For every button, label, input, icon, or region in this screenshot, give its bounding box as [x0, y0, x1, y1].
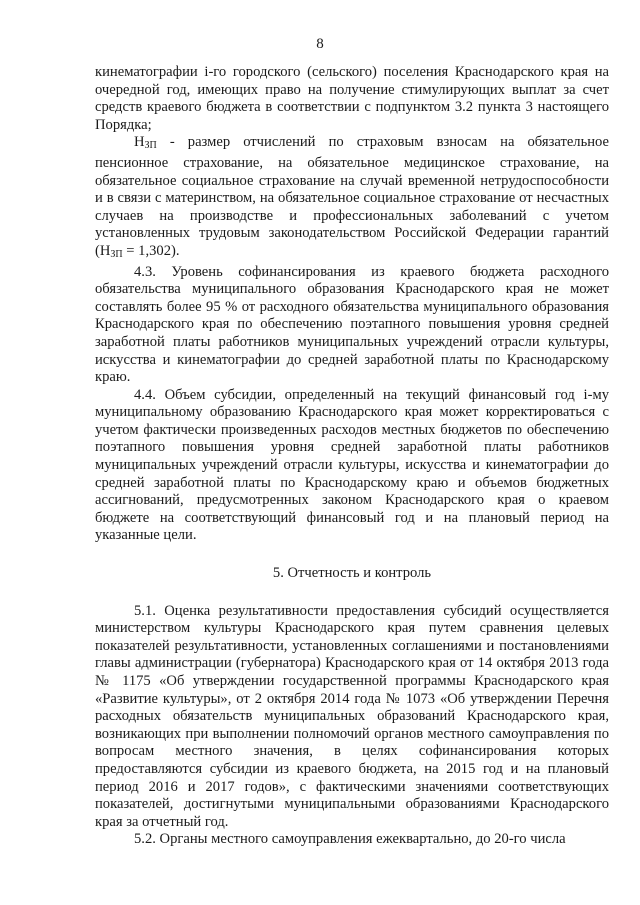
document-body [95, 64, 609, 849]
paragraph-insurance-coefficient [95, 134, 609, 263]
coefficient-description: - размер отчислений по страховым взносам на обязательное пенсионное страхование, на обязательное медицинское страхование, на обязательное социальное страхование на случай временной нетрудоспособности и в связи с материнством, на обязательное социальное страхование от несчастных случаев на производстве и профессиональных заболеваний с учетом установленных трудовым законодательством Российской Федерации гарантий (Н [95, 134, 609, 259]
coefficient-subscript: ЗП [144, 140, 157, 152]
coefficient-subscript-2: ЗП [110, 248, 123, 260]
paragraph-5-2: 5.2. Органы местного самоуправления ежеквартально, до 20-го числа [134, 831, 566, 848]
section-heading: 5. Отчетность и контроль [272, 565, 432, 582]
page-number: 8 [316, 36, 324, 52]
coefficient-value: = 1,302). [122, 242, 180, 259]
paragraph-4-3: 4.3. Уровень софинансирования из краевого бюджета расходного обязательства муниципального образования Краснодарского края не может составлять более 95 % от расходного обязательства муниципального образования Краснодарского края по обеспечению поэтапного повышения уровня средней заработной платы работников муниципальных учреждений отрасли культуры, искусства и кинематографии до средней заработной платы по Краснодарскому краю. [95, 263, 609, 386]
paragraph-4-4: 4.4. Объем субсидии, определенный на текущий финансовый год i-му муниципальному образованию Краснодарского края может корректироваться с учетом фактически произведенных расходов местных бюджетов по обеспечению поэтапного повышения уровня средней заработной платы работников муниципальных учреждений отрасли культуры, искусства и кинематографии до средней заработной платы по Краснодарскому краю и объемов бюджетных ассигнований, предусмотренных законом Краснодарского края о краевом бюджете на соответствующий финансовый год и на плановый период на указанные цели. [95, 386, 609, 544]
paragraph-5-1: 5.1. Оценка результативности предоставления субсидий осуществляется министерством культуры Краснодарского края путем сравнения целевых показателей результативности, установленных соглашениями и постановлениями главы администрации (губернатора) Краснодарского края от 14 октября 2013 года № 1175 «Об утверждении государственной программы Краснодарского края «Развитие культуры», от 2 октября 2014 года № 1073 «Об утверждении Перечня расходных обязательств муниципальных образований Краснодарского края, возникающих при выполнении полномочий органов местного самоуправления по вопросам местного значения, в целях софинансирования которых предоставляются субсидии из краевого бюджета, на 2015 год и на плановый период 2016 и 2017 годов», с фактическими значениями соответствующих показателей, достигнутыми муниципальными образованиями Краснодарского края за отчетный год. [95, 602, 609, 830]
paragraph-continuation: кинематографии i-го городского (сельского) поселения Краснодарского края на очередной год, имеющих право на получение стимулирующих выплат за счет средств краевого бюджета в соответствии с подпунктом 3.2 пункта 3 настоящего Порядка; [95, 64, 609, 133]
coefficient-symbol: Н [134, 134, 145, 151]
